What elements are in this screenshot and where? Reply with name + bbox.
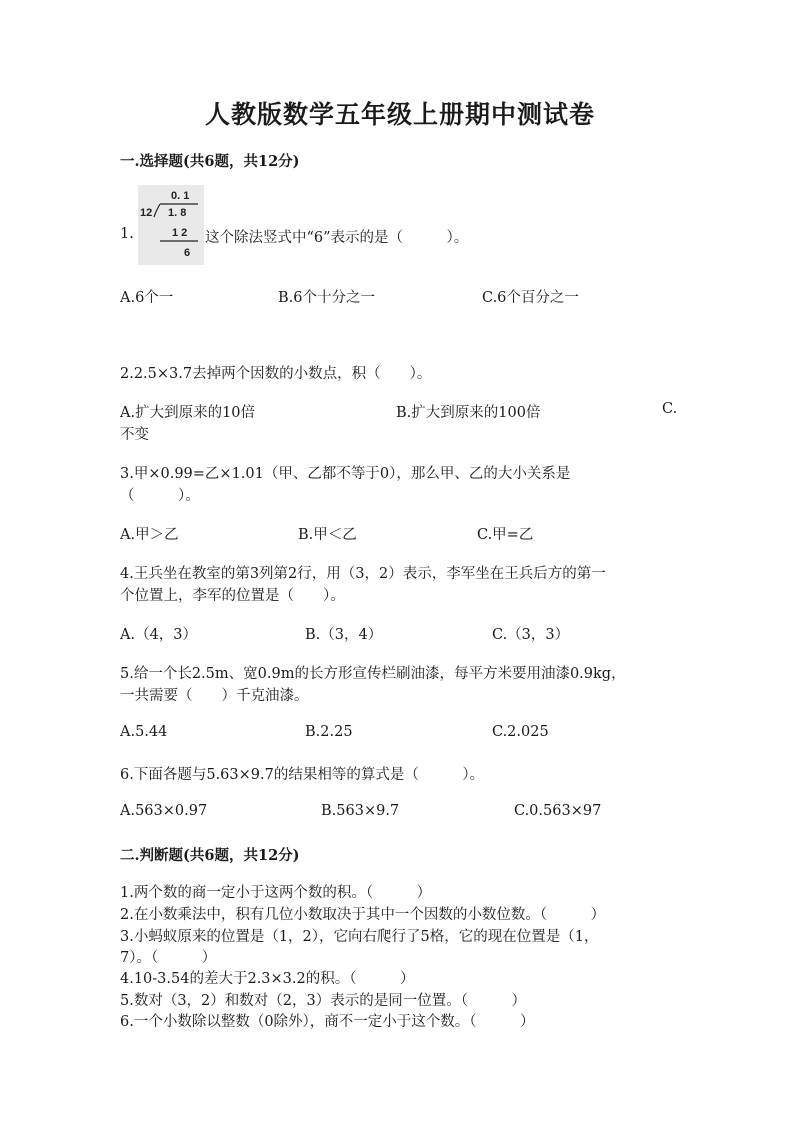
q1-text: 这个除法竖式中“6”表示的是（ ）。	[205, 230, 469, 246]
q5-option-c: C.2.025	[492, 724, 549, 740]
section-heading-choice: 一.选择题(共6题，共12分)	[120, 153, 300, 170]
division-remainder: 6	[184, 247, 191, 259]
q3-line2: （ ）。	[120, 488, 200, 504]
q1-option-c: C.6个百分之一	[482, 290, 579, 306]
long-division-figure	[138, 185, 204, 265]
q3-option-b: B.甲＜乙	[298, 527, 357, 543]
q1-option-b: B.6个十分之一	[278, 290, 375, 306]
division-quotient: 0. 1	[171, 190, 190, 202]
q2-option-c-wrap: 不变	[120, 427, 149, 443]
q2-option-b: B.扩大到原来的100倍	[396, 405, 541, 421]
q3-option-c: C.甲=乙	[477, 527, 534, 543]
section-heading-judgement: 二.判断题(共6题，共12分)	[120, 847, 300, 864]
q1-number: 1.	[120, 226, 134, 242]
q4-option-b: B.（3，4）	[305, 627, 383, 643]
judgement-item-3: 3.小蚂蚁原来的位置是（1，2），它向右爬行了5格，它的现在位置是（1，	[120, 929, 599, 945]
q5-option-b: B.2.25	[305, 724, 353, 740]
judgement-item-3-wrap: 7）。（ ）	[120, 950, 217, 966]
q6-text: 6.下面各题与5.63×9.7的结果相等的算式是（ ）。	[120, 767, 485, 783]
q6-option-b: B.563×9.7	[321, 803, 400, 819]
judgement-item-6: 6.一个小数除以整数（0除外），商不一定小于这个数。（ ）	[120, 1014, 535, 1030]
division-dividend: 1. 8	[168, 207, 187, 219]
q6-option-a: A.563×0.97	[120, 803, 208, 819]
judgement-item-1: 1.两个数的商一定小于这两个数的积。（ ）	[120, 885, 432, 901]
q2-text: 2.2.5×3.7去掉两个因数的小数点，积（ ）。	[120, 366, 432, 382]
q6-option-c: C.0.563×97	[514, 803, 602, 819]
judgement-item-2: 2.在小数乘法中，积有几位小数取决于其中一个因数的小数位数。（ ）	[120, 907, 606, 923]
q5-line1: 5.给一个长2.5m、宽0.9m的长方形宣传栏刷油漆，每平方米要用油漆0.9kg，	[120, 666, 626, 682]
q5-line2: 一共需要（ ）千克油漆。	[120, 688, 309, 704]
q3-line1: 3.甲×0.99=乙×1.01（甲、乙都不等于0），那么甲、乙的大小关系是	[120, 466, 571, 482]
division-product: 1 2	[172, 227, 188, 239]
q3-option-a: A.甲＞乙	[120, 527, 179, 543]
division-bracket	[154, 204, 160, 217]
q1-option-a: A.6个一	[120, 290, 174, 306]
q4-option-c: C.（3，3）	[492, 627, 570, 643]
long-division-drawing	[138, 185, 204, 265]
q2-option-c: C.	[662, 401, 678, 417]
q2-option-a: A.扩大到原来的10倍	[120, 405, 256, 421]
division-divisor: 12	[140, 207, 153, 219]
judgement-item-4: 4.10-3.54的差大于2.3×3.2的积。（ ）	[120, 971, 415, 987]
q5-option-a: A.5.44	[120, 724, 168, 740]
q4-option-a: A.（4，3）	[120, 627, 198, 643]
q4-line1: 4.王兵坐在教室的第3列第2行，用（3，2）表示，李军坐在王兵后方的第一	[120, 566, 606, 582]
judgement-item-5: 5.数对（3，2）和数对（2，3）表示的是同一位置。（ ）	[120, 993, 526, 1009]
q4-line2: 个位置上，李军的位置是（ ）。	[120, 588, 345, 604]
page-title: 人教版数学五年级上册期中测试卷	[204, 100, 595, 129]
